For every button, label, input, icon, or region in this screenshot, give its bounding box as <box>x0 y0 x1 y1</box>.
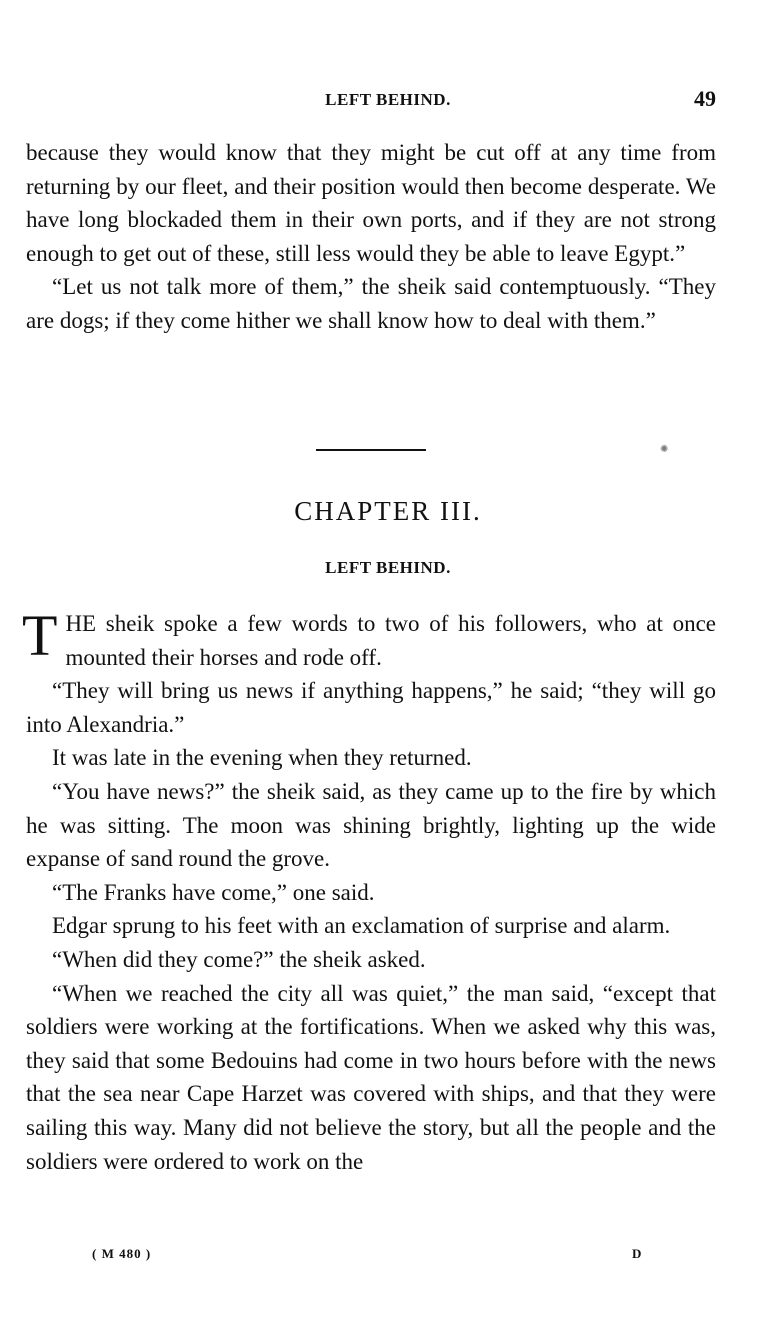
page-footer <box>0 1246 776 1268</box>
page-number: 49 <box>694 86 716 111</box>
paragraph: It was late in the evening when they returned. <box>52 745 472 771</box>
section-divider <box>316 449 426 451</box>
continued-text <box>26 136 716 338</box>
paragraph: “The Franks have come,” one said. <box>52 879 375 905</box>
paragraph: because they would know that they might be cut off at any time from returning by our fleet, and their position would then become desperate. We have long blockaded them in their own ports, and if they are not strong enough to get out of these, still less would they be able to leave Egypt.” <box>26 140 716 266</box>
paragraph: Edgar sprung to his feet with an exclamation of surprise and alarm. <box>52 913 671 939</box>
signature-letter: D <box>632 1246 642 1261</box>
print-speck: ✺ <box>660 444 669 455</box>
running-title: LEFT BEHIND. <box>325 90 451 109</box>
paragraph: “You have news?” the sheik said, as they came up to the fire by which he was sitting. The moon was shining brightly, lighting up the wide expanse of sand round the grove. <box>26 778 716 872</box>
signature-mark: ( M 480 ) <box>92 1246 152 1261</box>
drop-cap: T <box>22 603 58 668</box>
chapter-title: CHAPTER III. <box>294 496 482 526</box>
running-head <box>0 86 776 114</box>
chapter-subtitle: LEFT BEHIND. <box>325 558 451 577</box>
paragraph: “They will bring us news if anything happens,” he said; “they will go into Alexandria.” <box>26 678 716 737</box>
opening-paragraph-text: HE sheik spoke a few words to two of his followers, who at once mounted their horses and rode off. <box>65 611 716 670</box>
paragraph: “Let us not talk more of them,” the sheik said contemptuously. “They are dogs; if they come hither we shall know how to deal with them.” <box>26 274 716 333</box>
opening-paragraph <box>22 603 716 674</box>
paragraph: “When we reached the city all was quiet,” the man said, “except that soldiers were working at the fortifications. When we asked why this was, they said that some Bedouins had come in two hours before with the news that the sea near Cape Harzet was covered with ships, and that they were sailing this way. Many did not believe the story, but all the people and the soldiers were ordered to work on the <box>26 980 716 1174</box>
paragraph: “When did they come?” the sheik asked. <box>52 946 426 972</box>
chapter-text <box>22 603 716 1178</box>
